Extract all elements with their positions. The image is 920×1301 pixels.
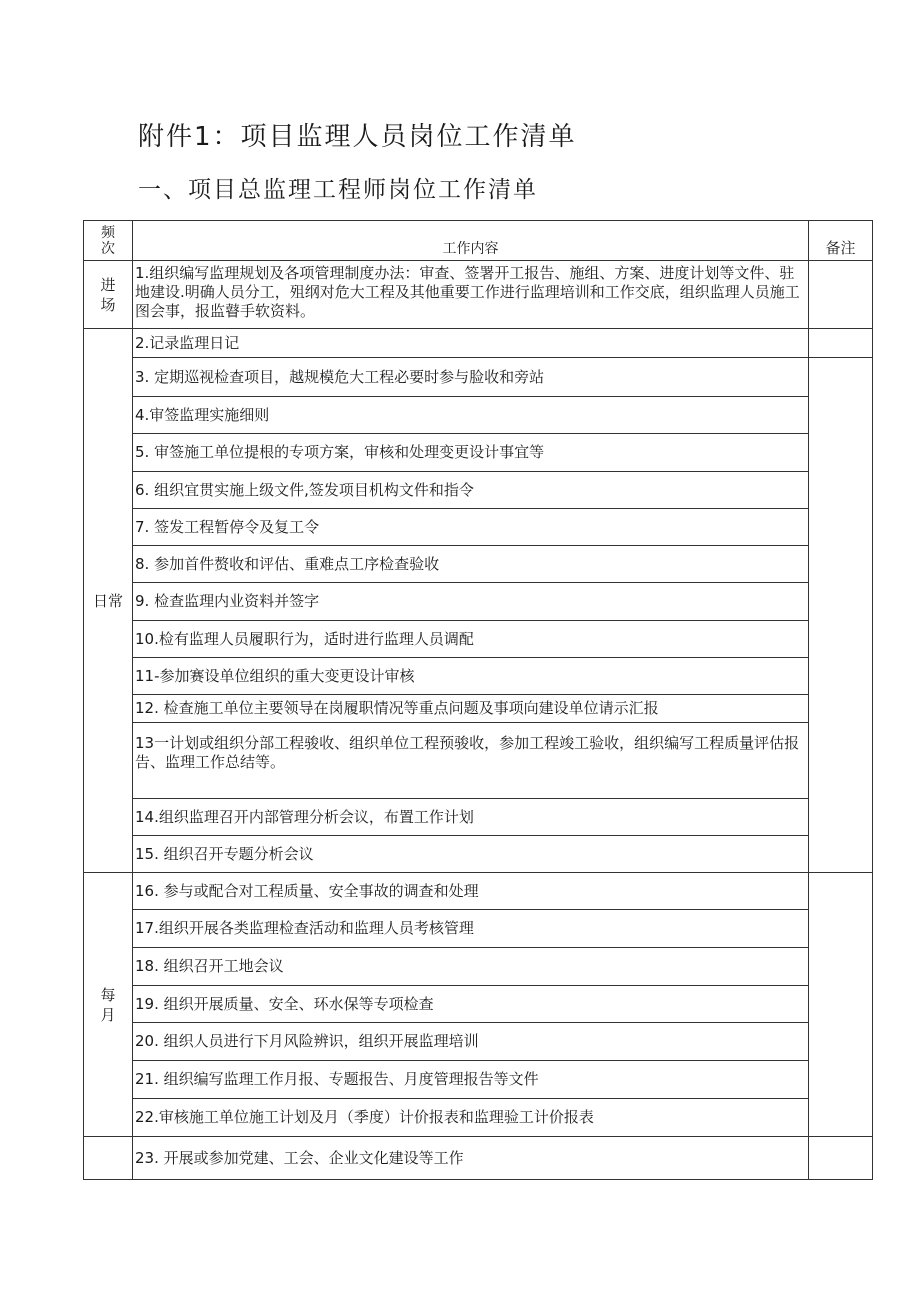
work-item-8: 8. 参加首件赘收和评估、重难点工序检查验收 xyxy=(133,546,809,583)
note-cell xyxy=(809,873,873,1137)
duty-table xyxy=(83,220,873,1180)
frequency-cell-monthly: 每月 xyxy=(84,873,133,1137)
work-item-16: 16. 参与或配合对工程质量、安全事故的调查和处理 xyxy=(133,873,809,910)
table-row xyxy=(84,583,873,621)
table-row xyxy=(84,986,873,1023)
table-row xyxy=(84,873,873,910)
work-item-17: 17.组织开展各类监理检查活动和监理人员考核管理 xyxy=(133,910,809,948)
work-item-22: 22.审核施工单位施工计划及月（季度）计价报表和监理验工计价报表 xyxy=(133,1099,809,1137)
note-cell xyxy=(809,358,873,873)
table-row xyxy=(84,1099,873,1137)
table-row xyxy=(84,1061,873,1099)
note-cell xyxy=(809,1137,873,1180)
work-item-14: 14.组织监理召开内部管理分析会议，布置工作计划 xyxy=(133,799,809,836)
section-title: 一、项目总监理工程师岗位工作清单 xyxy=(138,177,538,203)
work-item-19: 19. 组织开展质量、安全、环水保等专项检查 xyxy=(133,986,809,1023)
frequency-cell-daily: 日常 xyxy=(84,329,133,873)
table-row xyxy=(84,509,873,546)
table-row xyxy=(84,1023,873,1061)
table-row xyxy=(84,472,873,509)
header-frequency: 频次 xyxy=(84,221,133,261)
work-item-20: 20. 组织人员进行下月风险辨识，组织开展监理培训 xyxy=(133,1023,809,1061)
work-item-4: 4.审签监理实施细则 xyxy=(133,397,809,434)
table-row xyxy=(84,910,873,948)
table-row xyxy=(84,434,873,472)
work-item-18: 18. 组织召开工地会议 xyxy=(133,948,809,986)
document-title: 附件1：项目监理人员岗位工作清单 xyxy=(138,122,577,152)
table-header-row xyxy=(84,221,873,261)
work-item-6: 6. 组织宜贯实施上级文件,签发项目机构文件和指令 xyxy=(133,472,809,509)
table-row xyxy=(84,723,873,799)
table-row xyxy=(84,658,873,695)
work-item-21: 21. 组织编写监理工作月报、专题报告、月度管理报告等文件 xyxy=(133,1061,809,1099)
header-content: 工作内容 xyxy=(133,221,809,261)
work-item-10: 10.检有监理人员履职行为，适时进行监理人员调配 xyxy=(133,621,809,658)
frequency-cell-entry: 进场 xyxy=(84,261,133,329)
note-cell xyxy=(809,261,873,329)
work-item-3: 3. 定期巡视检查项目，越规模危大工程必要时参与脸收和旁站 xyxy=(133,358,809,397)
work-item-7: 7. 签发工程暂停令及复工令 xyxy=(133,509,809,546)
table-row xyxy=(84,358,873,397)
work-item-1: 1.组织编写监理规划及各项管理制度办法：审查、签署开工报告、施组、方案、进度计划等文件、驻地建设.明确人员分工，殂纲对危大工程及其他重要工作进行监理培训和工作交底，组织监理人员施工图会事，报监瞽手软资料。 xyxy=(133,261,809,329)
table-row xyxy=(84,799,873,836)
table-row xyxy=(84,948,873,986)
table-row xyxy=(84,836,873,873)
table-row xyxy=(84,329,873,358)
table-row xyxy=(84,261,873,329)
work-item-2: 2.记录监理日记 xyxy=(133,329,809,358)
work-item-23: 23. 开展或参加党建、工会、企业文化建设等工作 xyxy=(133,1137,809,1180)
work-item-5: 5. 审签施工单位提根的专项方案，审核和处理变更设计事宜等 xyxy=(133,434,809,472)
table-row xyxy=(84,695,873,723)
table-row xyxy=(84,546,873,583)
note-cell xyxy=(809,329,873,358)
table-row xyxy=(84,1137,873,1180)
frequency-cell-other xyxy=(84,1137,133,1180)
work-item-9: 9. 检查监理内业资料并签字 xyxy=(133,583,809,621)
work-item-15: 15. 组织召开专题分析会议 xyxy=(133,836,809,873)
header-note: 备注 xyxy=(809,221,873,261)
work-item-13: 13一计划或组织分部工程骏收、组织单位工程预骏收，参加工程竣工验收，组织编写工程质量评估报告、监理工作总结等。 xyxy=(133,723,809,799)
work-item-12: 12. 检查施工单位主要领导在岗履职情况等重点问题及事项向建设单位请示汇报 xyxy=(133,695,809,723)
table-row xyxy=(84,397,873,434)
work-item-11: 11-参加赛设单位组织的重大变更设计审核 xyxy=(133,658,809,695)
table-row xyxy=(84,621,873,658)
